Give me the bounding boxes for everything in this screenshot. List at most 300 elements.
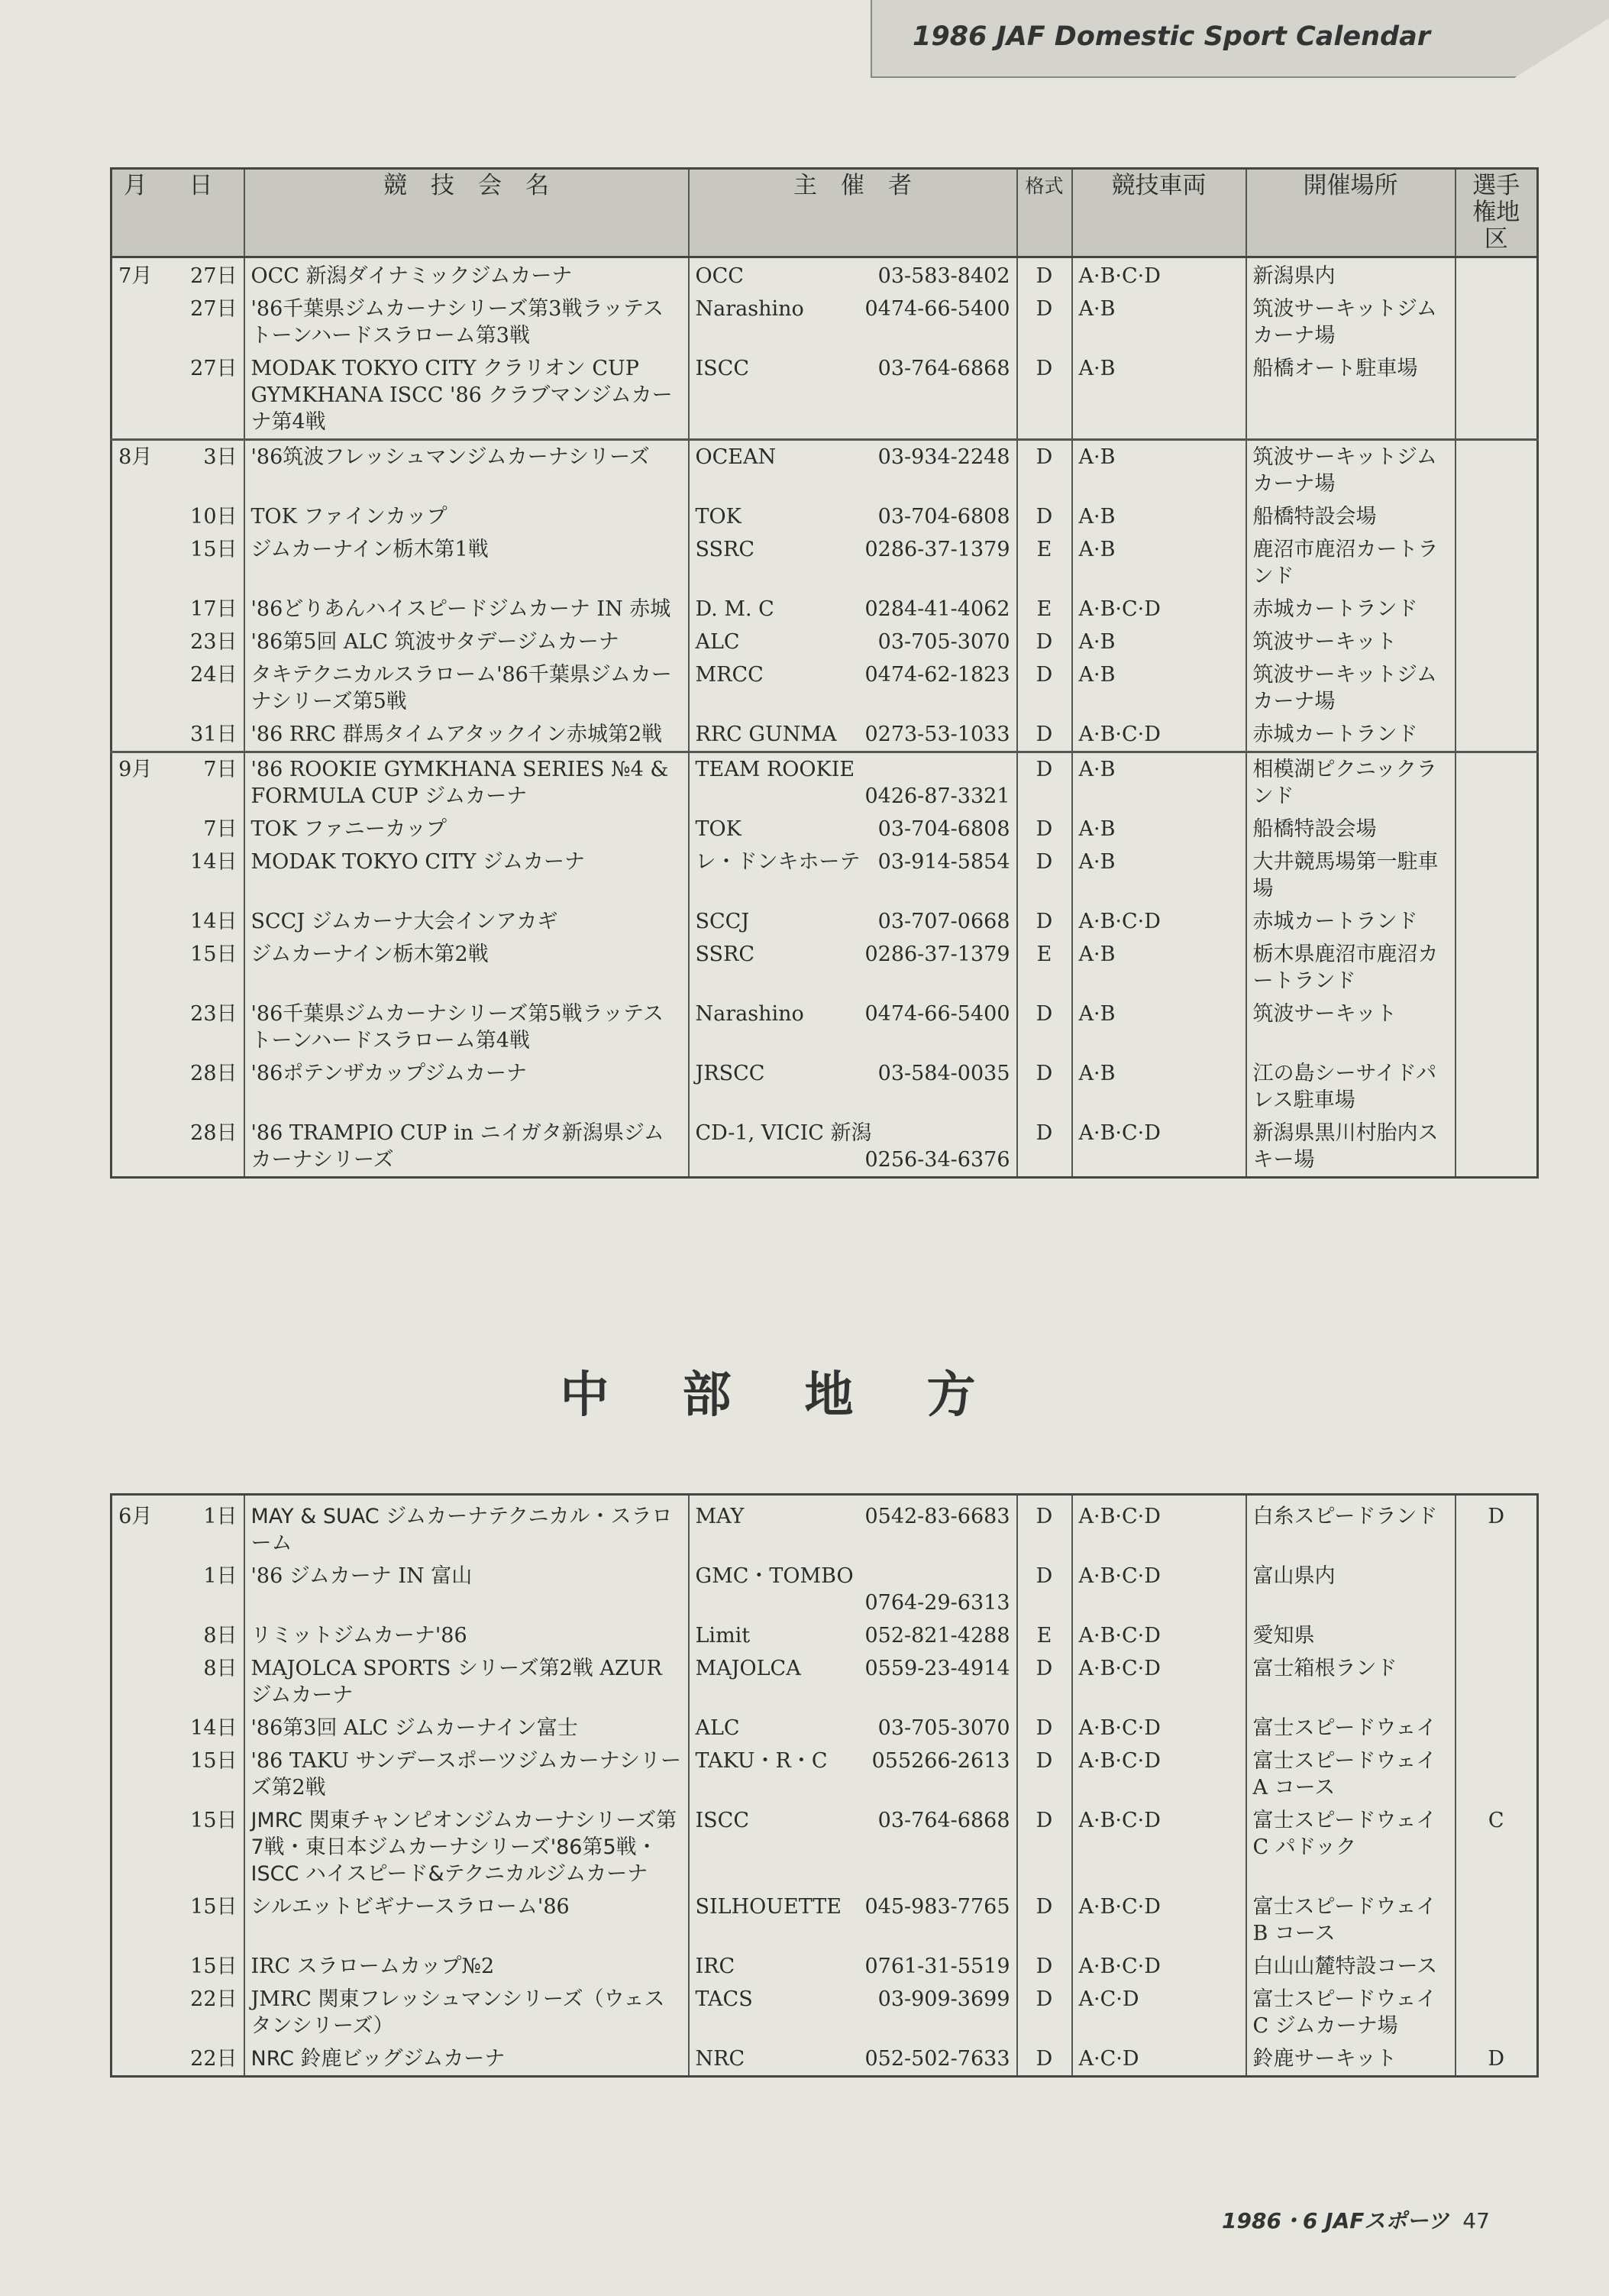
organizer-tel: 045-983-7765 [864,1895,1010,1919]
championship-cell [1456,500,1538,533]
venue-cell: 筑波サーキット [1246,626,1456,658]
table-row [111,1950,1538,1983]
day-cell: 15日 [159,938,244,998]
organizer-tel: 0256-34-6376 [864,1148,1010,1172]
venue-cell: 愛知県 [1246,1619,1456,1652]
day-cell: 23日 [159,626,244,658]
month-cell [111,1745,159,1804]
vehicle-class-cell: A·B·C·D [1072,1950,1246,1983]
event-name-cell: '86 ROOKIE GYMKHANA SERIES №4 & FORMULA CUP ジムカーナ [244,752,689,813]
venue-cell: 筑波サーキットジムカーナ場 [1246,293,1456,352]
day-cell: 22日 [159,2042,244,2077]
venue-cell: 船橋オート駐車場 [1246,352,1456,440]
organizer-cell [689,1560,1017,1619]
month-cell [111,1983,159,2042]
day-cell: 8日 [159,1619,244,1652]
organizer-name: SSRC [695,538,755,561]
month-cell [111,626,159,658]
organizer-tel: 052-821-4288 [864,1624,1010,1648]
vehicle-class-cell: A·B [1072,533,1246,593]
day-cell: 14日 [159,905,244,938]
table-header-row [111,169,1538,257]
vehicle-class-cell: A·B·C·D [1072,257,1246,293]
championship-cell [1456,938,1538,998]
format-cell: E [1017,938,1072,998]
table-row [111,352,1538,440]
day-cell: 24日 [159,658,244,718]
organizer-line [696,1001,1010,1027]
championship-cell [1456,998,1538,1057]
format-cell: E [1017,533,1072,593]
format-cell: D [1017,2042,1072,2077]
organizer-name: OCC [695,264,744,288]
organizer-line [696,536,1010,563]
venue-cell: 富士スピードウェイ B コース [1246,1890,1456,1950]
day-cell: 15日 [159,533,244,593]
organizer-cell [689,500,1017,533]
format-cell: E [1017,1619,1072,1652]
organizer-line [696,596,1010,623]
table-row [111,905,1538,938]
championship-cell [1456,1560,1538,1619]
organizer-cell [689,1804,1017,1890]
organizer-tel: 0286-37-1379 [864,943,1010,966]
col-month-header: 月 [111,169,159,257]
table-row [111,998,1538,1057]
event-name-cell: '86 TRAMPIO CUP in ニイガタ新潟県ジムカーナシリーズ [244,1117,689,1178]
organizer-cell [689,440,1017,501]
event-name-cell: ジムカーナイン栃木第1戦 [244,533,689,593]
championship-cell: D [1456,2042,1538,2077]
vehicle-class-cell: A·B·C·D [1072,1652,1246,1712]
venue-cell: 赤城カートランド [1246,593,1456,626]
championship-cell: D [1456,1495,1538,1560]
format-cell: E [1017,593,1072,626]
organizer-line [696,1807,1010,1834]
championship-cell [1456,846,1538,905]
championship-cell [1456,1652,1538,1712]
organizer-name: TACS [695,1987,753,2011]
organizer-tel: 0474-66-5400 [864,1002,1010,1026]
championship-cell [1456,658,1538,718]
organizer-cell [689,1652,1017,1712]
event-name-cell: '86 ジムカーナ IN 富山 [244,1560,689,1619]
vehicle-class-cell: A·B [1072,352,1246,440]
organizer-name: SCCJ [695,910,750,933]
organizer-name: IRC [695,1955,735,1978]
organizer-cell [689,1712,1017,1745]
organizer-cell [689,752,1017,813]
venue-cell: 赤城カートランド [1246,718,1456,752]
event-name-cell: MAY & SUAC ジムカーナテクニカル・スラローム [244,1495,689,1560]
organizer-tel: 03-764-6868 [877,1809,1010,1832]
venue-cell: 新潟県黒川村胎内スキー場 [1246,1117,1456,1178]
vehicle-class-cell: A·B [1072,813,1246,846]
organizer-cell [689,1745,1017,1804]
table-row [111,500,1538,533]
organizer-line [696,2045,1010,2072]
region-title-chubu: 中部地方 [560,1367,1049,1424]
organizer-line [696,1715,1010,1741]
organizer-name: Narashino [695,297,804,321]
event-name-cell: OCC 新潟ダイナミックジムカーナ [244,257,689,293]
organizer-line [696,849,1010,875]
table-row [111,626,1538,658]
format-cell: D [1017,1983,1072,2042]
vehicle-class-cell: A·B·C·D [1072,905,1246,938]
day-cell: 27日 [159,293,244,352]
organizer-tel: 03-909-3699 [877,1987,1010,2011]
venue-cell: 富士箱根ランド [1246,1652,1456,1712]
format-cell: D [1017,1652,1072,1712]
day-cell: 15日 [159,1745,244,1804]
organizer-line [696,1622,1010,1649]
organizer-line [696,629,1010,655]
page-footer [1222,2204,1490,2235]
day-cell: 23日 [159,998,244,1057]
organizer-line [696,1655,1010,1682]
venue-cell: 鈴鹿サーキット [1246,2042,1456,2077]
month-cell [111,846,159,905]
col-vehicle-header: 競技車両 [1072,169,1246,257]
vehicle-class-cell: A·B·C·D [1072,1890,1246,1950]
venue-cell: 白山山麓特設コース [1246,1950,1456,1983]
organizer-line [696,444,1010,471]
championship-cell [1456,813,1538,846]
table-row [111,593,1538,626]
month-cell [111,1560,159,1619]
venue-cell: 新潟県内 [1246,257,1456,293]
col-format-header: 格式 [1017,169,1072,257]
format-cell: D [1017,1117,1072,1178]
organizer-line [696,721,1010,748]
month-cell [111,718,159,752]
organizer-name: TAKU・R・C [695,1749,828,1773]
event-name-cell: NRC 鈴鹿ビッグジムカーナ [244,2042,689,2077]
organizer-name: TOK [695,817,741,841]
organizer-cell [689,2042,1017,2077]
vehicle-class-cell: A·B·C·D [1072,1745,1246,1804]
table-row [111,1117,1538,1178]
page-number: 47 [1462,2208,1490,2233]
vehicle-class-cell: A·B·C·D [1072,1117,1246,1178]
col-championship-header: 選手権地区 [1456,169,1538,257]
venue-cell: 富士スピードウェイ A コース [1246,1745,1456,1804]
organizer-name: レ・ドンキホーテ [695,850,861,874]
venue-cell: 船橋特設会場 [1246,500,1456,533]
format-cell: D [1017,1950,1072,1983]
format-cell: D [1017,626,1072,658]
organizer-line [696,263,1010,289]
month-cell [111,352,159,440]
event-name-cell: '86どりあんハイスピードジムカーナ IN 赤城 [244,593,689,626]
event-name-cell: タキテクニカルスラローム'86千葉県ジムカーナシリーズ第5戦 [244,658,689,718]
vehicle-class-cell: A·B [1072,293,1246,352]
venue-cell: 栃木県鹿沼市鹿沼カートランド [1246,938,1456,998]
format-cell: D [1017,1495,1072,1560]
month-cell [111,905,159,938]
organizer-cell [689,533,1017,593]
organizer-line [696,908,1010,935]
organizer-tel: 03-584-0035 [877,1062,1010,1085]
championship-cell [1456,593,1538,626]
championship-cell [1456,440,1538,501]
championship-cell [1456,1619,1538,1652]
vehicle-class-cell: A·B [1072,752,1246,813]
event-name-cell: ジムカーナイン栃木第2戦 [244,938,689,998]
table-row [111,1712,1538,1745]
championship-cell [1456,352,1538,440]
col-event-header: 競 技 会 名 [244,169,689,257]
organizer-tel: 0559-23-4914 [864,1657,1010,1680]
month-cell [111,1652,159,1712]
month-cell [111,1057,159,1117]
format-cell: D [1017,718,1072,752]
organizer-name: NRC [695,2047,745,2071]
organizer-tel: 03-705-3070 [877,630,1010,654]
organizer-name: Narashino [695,1002,804,1026]
vehicle-class-cell: A·B·C·D [1072,1495,1246,1560]
vehicle-class-cell: A·B [1072,846,1246,905]
month-cell [111,938,159,998]
organizer-cell [689,593,1017,626]
organizer-tel: 0474-62-1823 [864,663,1010,687]
organizer-line [696,661,1010,688]
format-cell: D [1017,1745,1072,1804]
organizer-name: OCEAN [695,445,777,469]
event-name-cell: '86第5回 ALC 筑波サタデージムカーナ [244,626,689,658]
organizer-name: MRCC [695,663,764,687]
venue-cell: 富士スピードウェイ [1246,1712,1456,1745]
vehicle-class-cell: A·B·C·D [1072,1712,1246,1745]
organizer-line [696,1748,1010,1774]
calendar-table-kanto [110,167,1539,1179]
table-row [111,1619,1538,1652]
format-cell: D [1017,846,1072,905]
format-cell: D [1017,500,1072,533]
vehicle-class-cell: A·B·C·D [1072,593,1246,626]
table-row [111,257,1538,293]
month-cell [111,593,159,626]
format-cell: D [1017,813,1072,846]
venue-cell: 富士スピードウェイ C ジムカーナ場 [1246,1983,1456,2042]
month-cell [111,1712,159,1745]
vehicle-class-cell: A·B [1072,500,1246,533]
organizer-cell [689,1495,1017,1560]
event-name-cell: TOK ファインカップ [244,500,689,533]
organizer-name: ISCC [695,357,749,380]
organizer-name: MAY [695,1505,745,1528]
day-cell: 15日 [159,1950,244,1983]
organizer-tel: 03-583-8402 [877,264,1010,288]
table-row [111,1890,1538,1950]
month-cell: 8月 [111,440,159,501]
format-cell: D [1017,1712,1072,1745]
championship-cell [1456,1950,1538,1983]
organizer-name: ALC [695,1716,740,1740]
table-row [111,846,1538,905]
month-cell [111,1804,159,1890]
vehicle-class-cell: A·B [1072,440,1246,501]
organizer-line [696,503,1010,530]
organizer-cell [689,1950,1017,1983]
venue-cell: 筑波サーキットジムカーナ場 [1246,658,1456,718]
table-row [111,440,1538,501]
month-cell [111,1117,159,1178]
format-cell: D [1017,905,1072,938]
event-name-cell: SCCJ ジムカーナ大会インアカギ [244,905,689,938]
venue-cell: 赤城カートランド [1246,905,1456,938]
vehicle-class-cell: A·C·D [1072,2042,1246,2077]
championship-cell: C [1456,1804,1538,1890]
organizer-cell [689,718,1017,752]
venue-cell: 相模湖ピクニックランド [1246,752,1456,813]
table-row [111,533,1538,593]
venue-cell: 筑波サーキット [1246,998,1456,1057]
day-cell: 14日 [159,1712,244,1745]
venue-cell: 白糸スピードランド [1246,1495,1456,1560]
championship-cell [1456,1117,1538,1178]
event-name-cell: MODAK TOKYO CITY ジムカーナ [244,846,689,905]
championship-cell [1456,257,1538,293]
event-name-cell: '86筑波フレッシュマンジムカーナシリーズ [244,440,689,501]
format-cell: D [1017,1890,1072,1950]
event-name-cell: '86ポテンザカップジムカーナ [244,1057,689,1117]
day-cell: 1日 [159,1495,244,1560]
event-name-cell: '86 RRC 群馬タイムアタックイン赤城第2戦 [244,718,689,752]
month-cell [111,1619,159,1652]
organizer-name: SSRC [695,943,755,966]
organizer-cell [689,352,1017,440]
championship-cell [1456,905,1538,938]
organizer-cell [689,1057,1017,1117]
organizer-cell [689,257,1017,293]
organizer-cell [689,293,1017,352]
organizer-name: GMC・TOMBO [695,1564,854,1588]
organizer-line [696,1893,1010,1920]
event-name-cell: シルエットビギナースラローム'86 [244,1890,689,1950]
organizer-cell [689,1890,1017,1950]
organizer-name: ISCC [695,1809,749,1832]
championship-cell [1456,1983,1538,2042]
event-name-cell: TOK ファニーカップ [244,813,689,846]
organizer-cell [689,846,1017,905]
day-cell: 8日 [159,1652,244,1712]
organizer-tel: 03-704-6808 [877,817,1010,841]
col-venue-header: 開催場所 [1246,169,1456,257]
format-cell: D [1017,998,1072,1057]
organizer-tel: 0273-53-1033 [864,723,1010,746]
event-name-cell: '86 TAKU サンデースポーツジムカーナシリーズ第2戦 [244,1745,689,1804]
table-row [111,813,1538,846]
organizer-line [696,816,1010,842]
vehicle-class-cell: A·C·D [1072,1983,1246,2042]
organizer-line [696,296,1010,322]
table-row [111,1057,1538,1117]
organizer-cell [689,813,1017,846]
day-cell: 27日 [159,257,244,293]
organizer-tel: 03-704-6808 [877,505,1010,529]
table-row [111,1560,1538,1619]
venue-cell: 大井競馬場第一駐車場 [1246,846,1456,905]
table-row [111,1804,1538,1890]
organizer-name: JRSCC [695,1062,765,1085]
format-cell: D [1017,1804,1072,1890]
organizer-tel: 03-914-5854 [877,850,1010,874]
championship-cell [1456,293,1538,352]
page-header-title: 1986 JAF Domestic Sport Calendar [913,21,1430,52]
organizer-tel: 0474-66-5400 [864,297,1010,321]
organizer-line [696,1986,1010,2013]
organizer-tel: 03-707-0668 [877,910,1010,933]
organizer-tel: 052-502-7633 [864,2047,1010,2071]
venue-cell: 鹿沼市鹿沼カートランド [1246,533,1456,593]
organizer-line [696,1503,1010,1530]
vehicle-class-cell: A·B [1072,998,1246,1057]
format-cell: D [1017,440,1072,501]
format-cell: D [1017,257,1072,293]
table-row [111,938,1538,998]
vehicle-class-cell: A·B·C·D [1072,1804,1246,1890]
format-cell: D [1017,352,1072,440]
month-cell [111,2042,159,2077]
championship-cell [1456,1890,1538,1950]
venue-cell: 筑波サーキットジムカーナ場 [1246,440,1456,501]
championship-cell [1456,1712,1538,1745]
table-row [111,1983,1538,2042]
organizer-cell [689,1619,1017,1652]
organizer-line [696,355,1010,382]
month-cell: 7月 [111,257,159,293]
table-row [111,2042,1538,2077]
vehicle-class-cell: A·B·C·D [1072,718,1246,752]
day-cell: 7日 [159,813,244,846]
month-cell: 6月 [111,1495,159,1560]
venue-cell: 富士スピードウェイ C パドック [1246,1804,1456,1890]
event-name-cell: IRC スラロームカップ№2 [244,1950,689,1983]
day-cell: 27日 [159,352,244,440]
event-name-cell: MODAK TOKYO CITY クラリオン CUP GYMKHANA ISCC '86 クラブマンジムカーナ第4戦 [244,352,689,440]
table-row [111,718,1538,752]
day-cell: 14日 [159,846,244,905]
championship-cell [1456,1745,1538,1804]
organizer-cell [689,626,1017,658]
championship-cell [1456,626,1538,658]
organizer-tel: 0542-83-6683 [864,1505,1010,1528]
vehicle-class-cell: A·B·C·D [1072,1560,1246,1619]
organizer-name: ALC [695,630,740,654]
day-cell: 28日 [159,1117,244,1178]
championship-cell [1456,1057,1538,1117]
format-cell: D [1017,1057,1072,1117]
day-cell: 7日 [159,752,244,813]
organizer-tel: 03-705-3070 [877,1716,1010,1740]
day-cell: 22日 [159,1983,244,2042]
event-name-cell: JMRC 関東フレッシュマンシリーズ（ウェスタンシリーズ） [244,1983,689,2042]
month-cell [111,293,159,352]
col-day-header: 日 [159,169,244,257]
organizer-line [696,1953,1010,1980]
day-cell: 15日 [159,1890,244,1950]
organizer-tel: 0764-29-6313 [864,1591,1010,1615]
day-cell: 3日 [159,440,244,501]
organizer-name: SILHOUETTE [695,1895,842,1919]
table-row [111,1652,1538,1712]
format-cell: D [1017,1560,1072,1619]
footer-issue: 1986・6 JAFスポーツ [1222,2208,1449,2233]
organizer-cell [689,905,1017,938]
organizer-cell [689,938,1017,998]
